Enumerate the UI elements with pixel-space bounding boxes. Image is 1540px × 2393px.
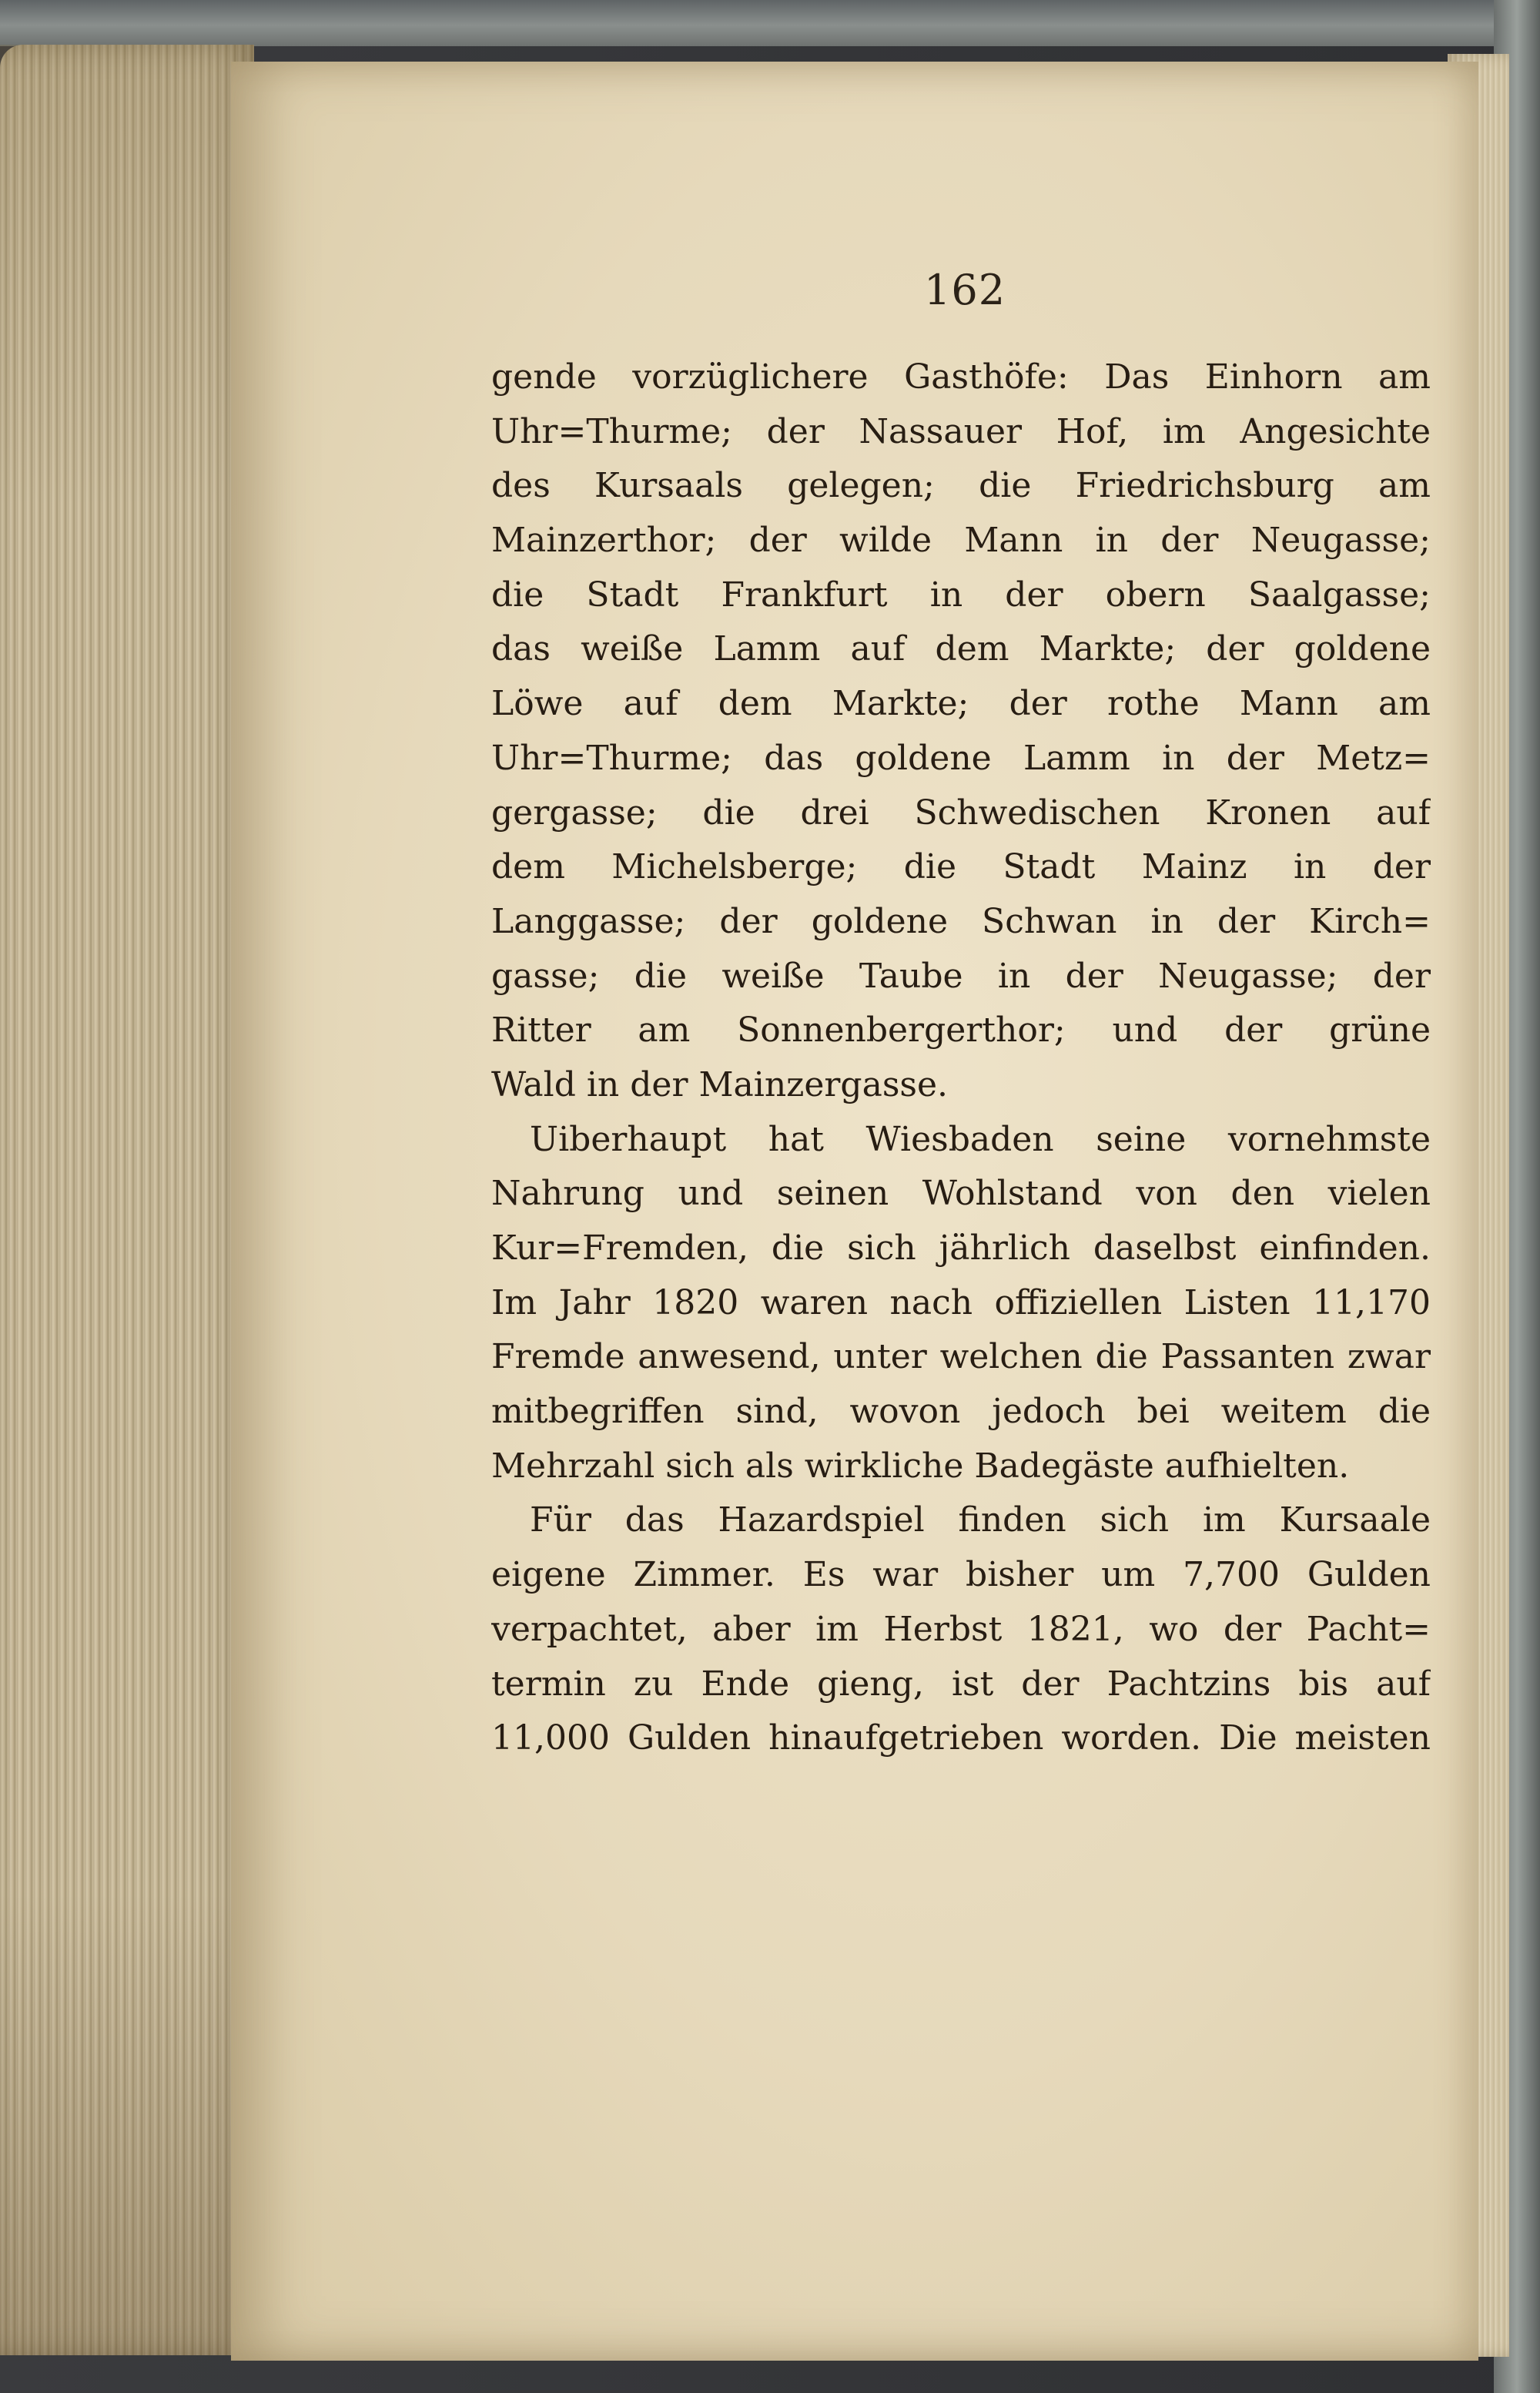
text-line: dem Michelsberge; die Stadt Mainz in der: [491, 847, 1431, 887]
text-line: Uiberhaupt hat Wiesbaden seine vornehmste: [530, 1119, 1431, 1159]
text-line: Mainzerthor; der wilde Mann in der Neugasse;: [491, 521, 1431, 561]
text-line: gergasse; die drei Schwedischen Kronen auf: [491, 793, 1431, 833]
text-line: des Kursaals gelegen; die Friedrichsburg am: [491, 466, 1431, 506]
text-line: Uhr=Thurme; der Nassauer Hof, im Angesichte: [491, 411, 1431, 451]
text-line: gasse; die weiße Taube in der Neugasse; der: [491, 956, 1431, 996]
text-line: Uhr=Thurme; das goldene Lamm in der Metz=: [491, 738, 1431, 778]
text-line: Mehrzahl sich als wirkliche Badegäste aufhielten.: [491, 1446, 1350, 1486]
text-line: gende vorzüglichere Gasthöfe: Das Einhorn am: [491, 357, 1431, 397]
page-edges-left: [0, 45, 254, 2355]
page-text: [491, 350, 1431, 1766]
text-line: verpachtet, aber im Herbst 1821, wo der Pacht=: [491, 1609, 1431, 1649]
text-line: Nahrung und seinen Wohlstand von den vielen: [491, 1174, 1431, 1214]
text-line: eigene Zimmer. Es war bisher um 7,700 Gulden: [491, 1555, 1431, 1595]
text-line: mitbegriffen sind, wovon jedoch bei weitem die: [491, 1392, 1431, 1432]
text-line: die Stadt Frankfurt in der obern Saalgasse;: [491, 575, 1431, 615]
text-line: das weiße Lamm auf dem Markte; der goldene: [491, 629, 1431, 669]
text-line: Fremde anwesend, unter welchen die Passanten zwar: [491, 1337, 1431, 1377]
text-line: Wald in der Mainzergasse.: [491, 1064, 949, 1104]
text-line: 11,000 Gulden hinaufgetrieben worden. Die meisten: [491, 1718, 1431, 1758]
text-line: Kur=Fremden, die sich jährlich daselbst einfinden.: [491, 1228, 1431, 1268]
text-line: Ritter am Sonnenbergerthor; und der grüne: [491, 1010, 1431, 1051]
page-number: 162: [924, 266, 1006, 314]
text-line: Löwe auf dem Markte; der rothe Mann am: [491, 684, 1431, 724]
book-cover-top: [0, 0, 1540, 46]
text-line: Für das Hazardspiel finden sich im Kursaale: [530, 1500, 1431, 1540]
text-line: termin zu Ende gieng, ist der Pachtzins bis auf: [491, 1664, 1431, 1704]
text-line: Langgasse; der goldene Schwan in der Kirch=: [491, 901, 1431, 941]
text-line: Im Jahr 1820 waren nach offiziellen Listen 11,170: [491, 1282, 1431, 1322]
